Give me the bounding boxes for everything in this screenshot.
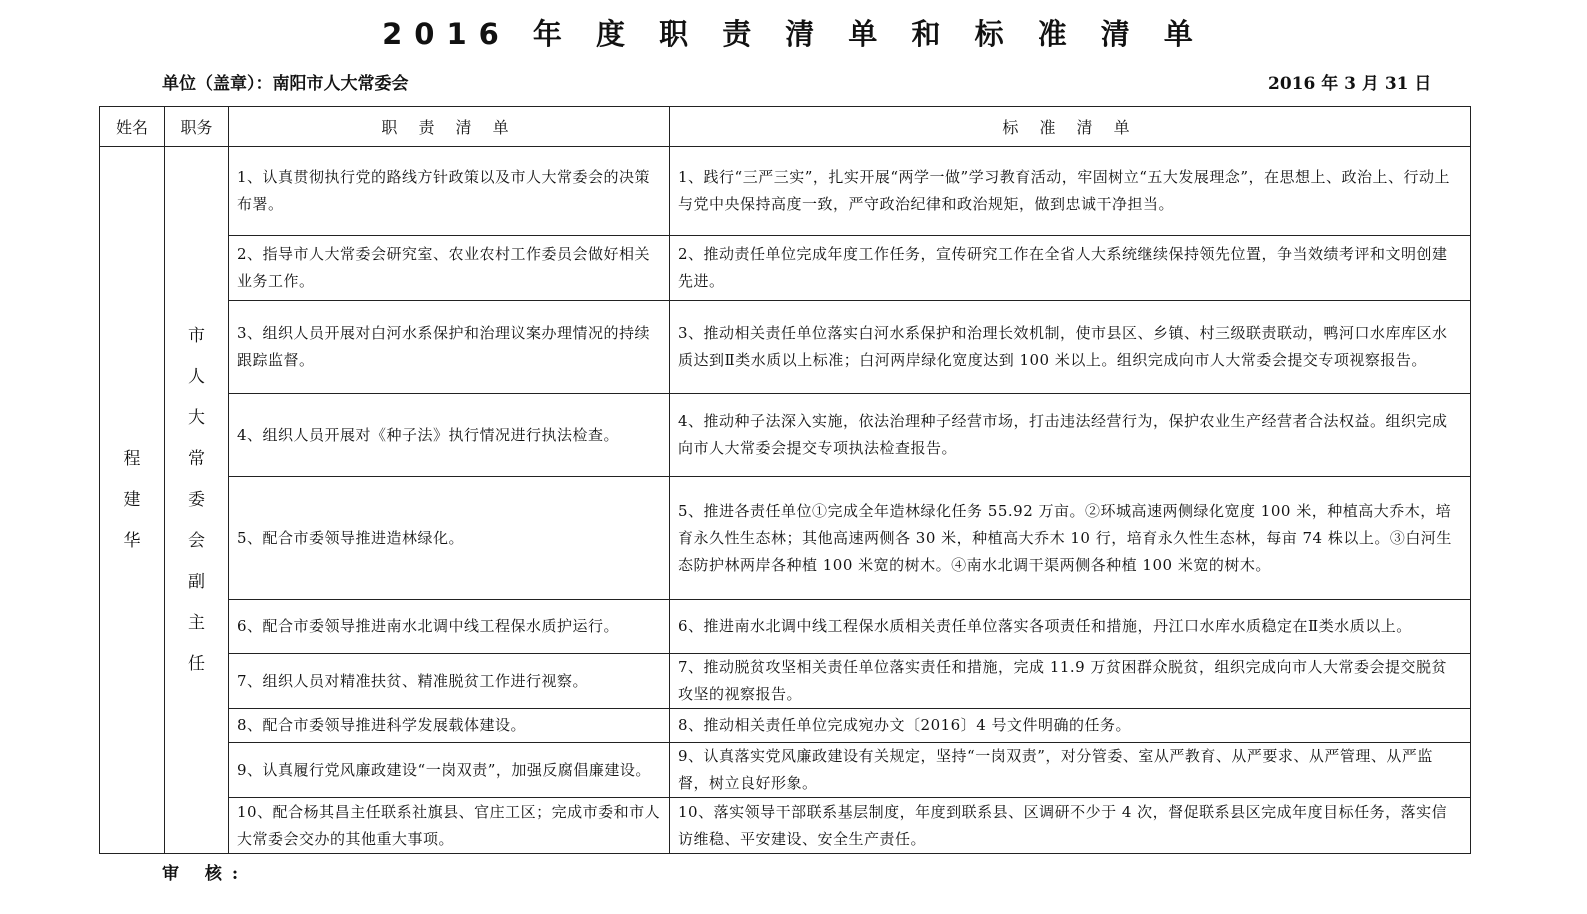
unit-label: 单位（盖章）：南阳市人大常委会 [162, 74, 409, 94]
duty-cell: 9、认真履行党风廉政建设“一岗双责”，加强反腐倡廉建设。 [229, 743, 670, 798]
person-name: 程建华 [123, 448, 141, 551]
duty-cell: 1、认真贯彻执行党的路线方针政策以及市人大常委会的决策布署。 [229, 147, 670, 236]
review-label: 审 核: [162, 864, 249, 884]
table-row [100, 654, 1471, 709]
duty-cell: 7、组织人员对精准扶贫、精准脱贫工作进行视察。 [229, 654, 670, 709]
standard-cell: 3、推动相关责任单位落实白河水系保护和治理长效机制，使市县区、乡镇、村三级联责联动，鸭河口水库库区水质达到Ⅱ类水质以上标准；白河两岸绿化宽度达到 100 米以上。组织完成向市人大常委会提交专项视察报告。 [670, 301, 1471, 394]
document-title: 2016 年 度 职 责 清 单 和 标 准 清 单 [382, 17, 1205, 51]
standard-cell: 10、落实领导干部联系基层制度，年度到联系县、区调研不少于 4 次，督促联系县区完成年度目标任务，落实信访维稳、平安建设、安全生产责任。 [670, 798, 1471, 854]
header-duty: 职 责 清 单 [229, 107, 670, 147]
standard-cell: 8、推动相关责任单位完成宛办文〔2016〕4 号文件明确的任务。 [670, 709, 1471, 743]
person-position: 市人大常委会副主任 [188, 325, 205, 674]
table-header-row [100, 107, 1471, 147]
duty-cell: 8、配合市委领导推进科学发展载体建设。 [229, 709, 670, 743]
document-date: 2016 年 3 月 31 日 [1268, 74, 1432, 94]
duty-cell: 5、配合市委领导推进造林绿化。 [229, 477, 670, 600]
table-row [100, 394, 1471, 477]
table-row [100, 709, 1471, 743]
table-row [100, 600, 1471, 654]
table-row [100, 147, 1471, 236]
standard-cell: 5、推进各责任单位①完成全年造林绿化任务 55.92 万亩。②环城高速两侧绿化宽度 100 米，种植高大乔木，培育永久性生态林；其他高速两侧各 30 米，种植高大乔木 10 行，培育永久性生态林，每亩 74 株以上。③白河生态防护林两岸各种植 100 米宽的树木。④南水北调干渠两侧各种植 100 米宽的树木。 [670, 477, 1471, 600]
table-row [100, 743, 1471, 798]
duty-standard-table [99, 106, 1471, 854]
standard-cell: 6、推进南水北调中线工程保水质相关责任单位落实各项责任和措施，丹江口水库水质稳定在Ⅱ类水质以上。 [670, 600, 1471, 654]
person-position-cell [165, 147, 229, 854]
person-name-cell [100, 147, 165, 854]
table-row [100, 236, 1471, 301]
duty-cell: 3、组织人员开展对白河水系保护和治理议案办理情况的持续跟踪监督。 [229, 301, 670, 394]
duty-cell: 2、指导市人大常委会研究室、农业农村工作委员会做好相关业务工作。 [229, 236, 670, 301]
header-name: 姓名 [100, 107, 165, 147]
standard-cell: 7、推动脱贫攻坚相关责任单位落实责任和措施，完成 11.9 万贫困群众脱贫，组织完成向市人大常委会提交脱贫攻坚的视察报告。 [670, 654, 1471, 709]
header-position: 职务 [165, 107, 229, 147]
duty-cell: 4、组织人员开展对《种子法》执行情况进行执法检查。 [229, 394, 670, 477]
standard-cell: 1、践行“三严三实”，扎实开展“两学一做”学习教育活动，牢固树立“五大发展理念”，在思想上、政治上、行动上与党中央保持高度一致，严守政治纪律和政治规矩，做到忠诚干净担当。 [670, 147, 1471, 236]
standard-cell: 4、推动种子法深入实施，依法治理种子经营市场，打击违法经营行为，保护农业生产经营者合法权益。组织完成向市人大常委会提交专项执法检查报告。 [670, 394, 1471, 477]
table-row [100, 477, 1471, 600]
duty-cell: 6、配合市委领导推进南水北调中线工程保水质护运行。 [229, 600, 670, 654]
duty-cell: 10、配合杨其昌主任联系社旗县、官庄工区；完成市委和市人大常委会交办的其他重大事项。 [229, 798, 670, 854]
header-standard: 标 准 清 单 [670, 107, 1471, 147]
table-row [100, 798, 1471, 854]
standard-cell: 9、认真落实党风廉政建设有关规定，坚持“一岗双责”，对分管委、室从严教育、从严要求、从严管理、从严监督，树立良好形象。 [670, 743, 1471, 798]
table-row [100, 301, 1471, 394]
standard-cell: 2、推动责任单位完成年度工作任务，宣传研究工作在全省人大系统继续保持领先位置，争当效绩考评和文明创建先进。 [670, 236, 1471, 301]
